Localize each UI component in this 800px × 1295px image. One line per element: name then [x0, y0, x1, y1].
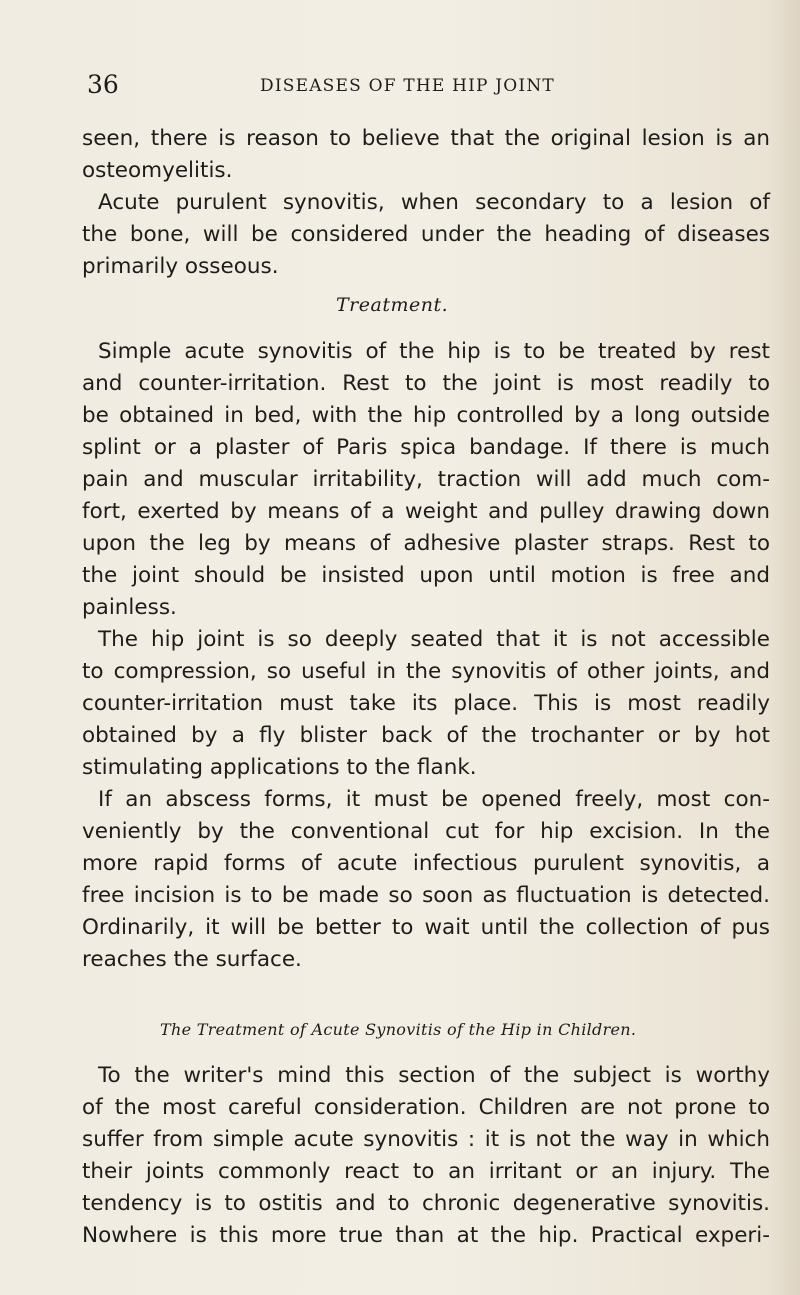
text-line: To the writer's mind this section of the subject is worthy [98, 1063, 770, 1088]
text-line: The hip joint is so deeply seated that it is not accessible [98, 627, 770, 652]
text-line: tendency is to ostitis and to chronic degenerative synovitis. [82, 1191, 770, 1216]
section-heading-treatment: Treatment. [336, 294, 449, 316]
text-line: obtained by a fly blister back of the trochanter or by hot [82, 723, 770, 748]
text-line: primarily osseous. [82, 254, 279, 279]
text-line: fort, exerted by means of a weight and pulley drawing down [82, 499, 770, 524]
text-line: and counter-irritation. Rest to the joint is most readily to [82, 371, 770, 396]
text-line: seen, there is reason to believe that the original lesion is an [82, 126, 770, 151]
page-number: 36 [87, 70, 119, 99]
text-line: the bone, will be considered under the heading of diseases [82, 222, 770, 247]
text-line: their joints commonly react to an irritant or an injury. The [82, 1159, 770, 1184]
text-line: stimulating applications to the flank. [82, 755, 477, 780]
text-line: reaches the surface. [82, 947, 302, 972]
text-line: more rapid forms of acute infectious purulent synovitis, a [82, 851, 770, 876]
text-line: free incision is to be made so soon as fluctuation is detected. [82, 883, 770, 908]
text-line: upon the leg by means of adhesive plaster straps. Rest to [82, 531, 770, 556]
page-header [87, 69, 687, 101]
text-line: the joint should be insisted upon until motion is free and [82, 563, 770, 588]
text-line: Nowhere is this more true than at the hip. Practical experi- [82, 1223, 770, 1248]
text-line: Simple acute synovitis of the hip is to be treated by rest [98, 339, 770, 364]
section-heading-children: The Treatment of Acute Synovitis of the Hip in Children. [160, 1020, 637, 1039]
text-line: counter-irritation must take its place. This is most readily [82, 691, 770, 716]
text-line: pain and muscular irritability, traction will add much com- [82, 467, 770, 492]
text-line: suffer from simple acute synovitis : it is not the way in which [82, 1127, 770, 1152]
text-line: veniently by the conventional cut for hip excision. In the [82, 819, 770, 844]
text-line: of the most careful consideration. Children are not prone to [82, 1095, 770, 1120]
text-line: Acute purulent synovitis, when secondary to a lesion of [98, 190, 770, 215]
running-title: DISEASES OF THE HIP JOINT [260, 76, 555, 96]
text-line: If an abscess forms, it must be opened freely, most con- [98, 787, 770, 812]
text-line: painless. [82, 595, 177, 620]
text-line: Ordinarily, it will be better to wait until the collection of pus [82, 915, 770, 940]
text-line: to compression, so useful in the synovitis of other joints, and [82, 659, 770, 684]
text-line: splint or a plaster of Paris spica bandage. If there is much [82, 435, 770, 460]
text-line: osteomyelitis. [82, 158, 233, 183]
text-line: be obtained in bed, with the hip controlled by a long outside [82, 403, 770, 428]
